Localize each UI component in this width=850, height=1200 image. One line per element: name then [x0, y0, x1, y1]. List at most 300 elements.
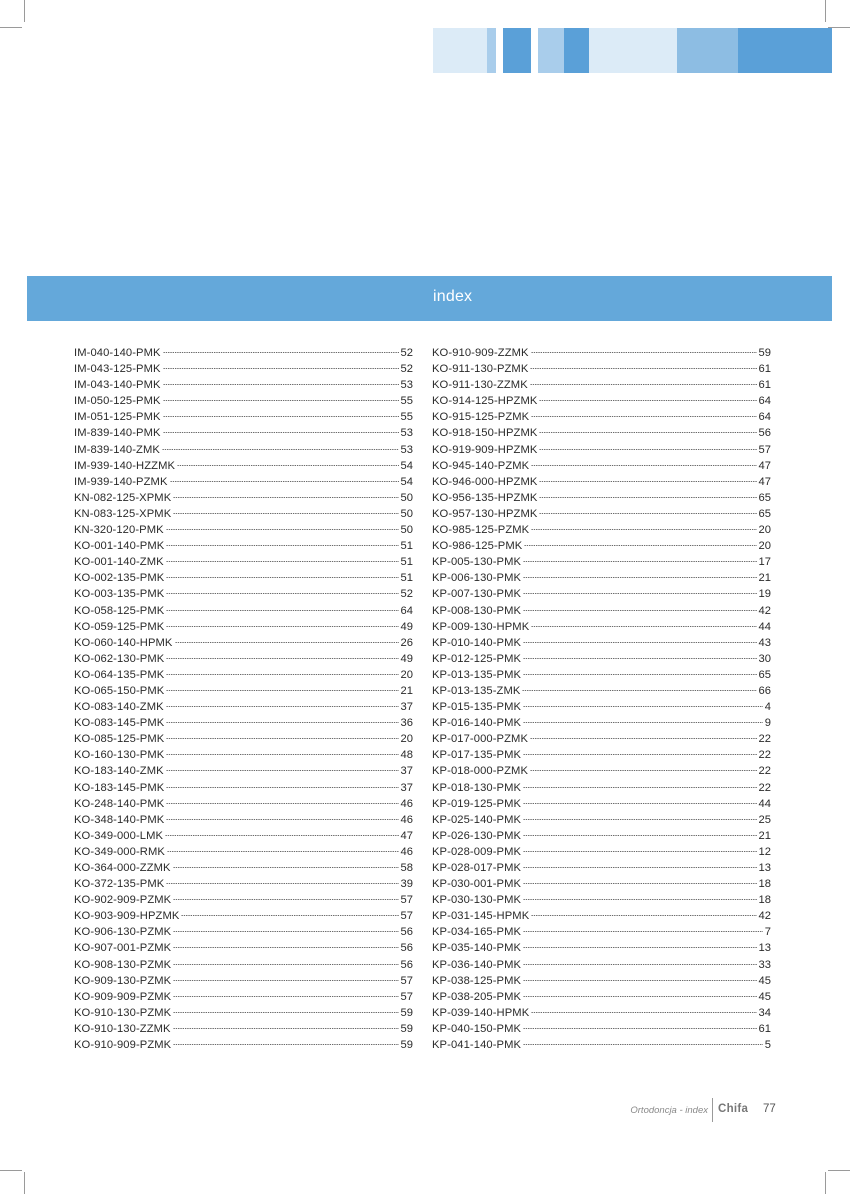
- index-entry: [74, 957, 413, 973]
- dot-leader: [166, 592, 398, 595]
- page-reference: 59: [400, 1006, 413, 1019]
- product-code: KP-005-130-PMK: [432, 556, 522, 569]
- page-reference: 18: [758, 878, 771, 891]
- page-reference: 22: [758, 781, 771, 794]
- page-reference: 64: [758, 395, 771, 408]
- dot-leader: [523, 898, 756, 901]
- index-entry: [432, 635, 771, 651]
- index-entry: [432, 828, 771, 844]
- page-reference: 21: [758, 572, 771, 585]
- index-entry: [432, 892, 771, 908]
- product-code: KP-007-130-PMK: [432, 588, 522, 601]
- page-reference: 61: [758, 363, 771, 376]
- page-reference: 55: [400, 395, 413, 408]
- dot-leader: [173, 979, 398, 982]
- product-code: KP-010-140-PMK: [432, 636, 522, 649]
- page-reference: 44: [758, 797, 771, 810]
- product-code: KP-013-135-PMK: [432, 668, 522, 681]
- dot-leader: [166, 528, 399, 531]
- dot-leader: [173, 496, 398, 499]
- product-code: KO-956-135-HPZMK: [432, 491, 538, 504]
- dot-leader: [173, 995, 398, 998]
- page-reference: 45: [758, 974, 771, 987]
- product-code: KO-348-140-PMK: [74, 813, 165, 826]
- index-entry: [74, 780, 413, 796]
- product-code: KP-040-150-PMK: [432, 1022, 522, 1035]
- product-code: IM-839-140-PMK: [74, 427, 161, 440]
- index-entry: [432, 425, 771, 441]
- dot-leader: [166, 786, 398, 789]
- index-entry: [432, 731, 771, 747]
- product-code: KN-083-125-XPMK: [74, 507, 172, 520]
- index-entry: [432, 1037, 771, 1053]
- page-reference: 44: [758, 620, 771, 633]
- page-reference: 57: [400, 974, 413, 987]
- dot-leader: [175, 641, 399, 644]
- index-entry: [432, 796, 771, 812]
- page-reference: 55: [400, 411, 413, 424]
- product-code: KP-031-145-HPMK: [432, 910, 530, 923]
- dot-leader: [531, 351, 757, 354]
- product-code: KO-065-150-PMK: [74, 684, 165, 697]
- dot-leader: [523, 641, 756, 644]
- product-code: KP-018-130-PMK: [432, 781, 522, 794]
- index-entry: [432, 989, 771, 1005]
- page-reference: 57: [400, 910, 413, 923]
- crop-mark: [828, 1170, 850, 1171]
- index-entry: [432, 876, 771, 892]
- index-entry: [432, 619, 771, 635]
- index-entry: [432, 699, 771, 715]
- dot-leader: [173, 963, 398, 966]
- index-entry: [74, 586, 413, 602]
- page-reference: 54: [400, 475, 413, 488]
- page-reference: 47: [400, 829, 413, 842]
- dot-leader: [173, 1043, 398, 1046]
- product-code: KO-085-125-PMK: [74, 733, 165, 746]
- product-code: KP-017-135-PMK: [432, 749, 522, 762]
- product-code: KO-910-909-PZMK: [74, 1039, 172, 1052]
- page-reference: 65: [758, 507, 771, 520]
- crop-mark: [825, 1172, 826, 1194]
- page-reference: 12: [758, 845, 771, 858]
- dot-leader: [173, 1011, 398, 1014]
- page-reference: 20: [758, 540, 771, 553]
- product-code: KP-041-140-PMK: [432, 1039, 522, 1052]
- page-reference: 13: [758, 942, 771, 955]
- page-reference: 50: [400, 524, 413, 537]
- product-code: IM-050-125-PMK: [74, 395, 161, 408]
- page-reference: 59: [400, 1039, 413, 1052]
- dot-leader: [523, 995, 756, 998]
- color-block: [487, 28, 496, 73]
- product-code: KO-903-909-HPZMK: [74, 910, 180, 923]
- dot-leader: [163, 367, 399, 370]
- dot-leader: [523, 963, 756, 966]
- index-entry: [432, 1005, 771, 1021]
- product-code: KO-183-140-ZMK: [74, 765, 164, 778]
- dot-leader: [173, 946, 398, 949]
- product-code: KO-906-130-PZMK: [74, 926, 172, 939]
- index-entry: [432, 458, 771, 474]
- page-reference: 65: [758, 491, 771, 504]
- dot-leader: [524, 544, 756, 547]
- dot-leader: [531, 415, 756, 418]
- dot-leader: [523, 946, 756, 949]
- index-entry: [74, 1037, 413, 1053]
- dot-leader: [539, 399, 756, 402]
- page-reference: 34: [758, 1006, 771, 1019]
- dot-leader: [166, 769, 399, 772]
- crop-mark: [825, 0, 826, 22]
- product-code: IM-043-125-PMK: [74, 363, 161, 376]
- dot-leader: [523, 753, 756, 756]
- dot-leader: [530, 367, 756, 370]
- index-entry: [432, 940, 771, 956]
- index-column-right: [432, 345, 771, 1053]
- index-entry: [432, 667, 771, 683]
- page-reference: 56: [400, 942, 413, 955]
- index-entry: [74, 699, 413, 715]
- page-reference: 39: [400, 878, 413, 891]
- product-code: KP-036-140-PMK: [432, 958, 522, 971]
- product-code: KO-001-140-PMK: [74, 540, 165, 553]
- product-code: KO-001-140-ZMK: [74, 556, 164, 569]
- index-entry: [432, 586, 771, 602]
- crop-mark: [0, 1170, 22, 1171]
- crop-mark: [0, 27, 22, 28]
- color-block: [677, 28, 738, 73]
- index-entry: [74, 876, 413, 892]
- index-entry: [74, 603, 413, 619]
- page-reference: 53: [400, 427, 413, 440]
- dot-leader: [167, 850, 399, 853]
- dot-leader: [163, 351, 399, 354]
- page-reference: 20: [400, 668, 413, 681]
- index-entry: [74, 442, 413, 458]
- index-entry: [74, 812, 413, 828]
- dot-leader: [166, 609, 398, 612]
- product-code: KP-034-165-PMK: [432, 926, 522, 939]
- page-reference: 26: [400, 636, 413, 649]
- index-entry: [74, 345, 413, 361]
- index-entry: [74, 763, 413, 779]
- index-entry: [432, 780, 771, 796]
- index-entry: [432, 361, 771, 377]
- dot-leader: [522, 689, 756, 692]
- dot-leader: [523, 609, 756, 612]
- page-reference: 18: [758, 894, 771, 907]
- dot-leader: [166, 753, 398, 756]
- dot-leader: [166, 802, 398, 805]
- product-code: KO-002-135-PMK: [74, 572, 165, 585]
- index-entry: [432, 683, 771, 699]
- page-number: 77: [763, 1103, 776, 1115]
- index-entry: [74, 635, 413, 651]
- page-reference: 50: [400, 491, 413, 504]
- index-entry: [74, 522, 413, 538]
- dot-leader: [530, 383, 757, 386]
- dot-leader: [173, 898, 398, 901]
- index-entry: [74, 651, 413, 667]
- product-code: KO-060-140-HPMK: [74, 636, 173, 649]
- dot-leader: [163, 399, 399, 402]
- product-code: KO-083-145-PMK: [74, 717, 165, 730]
- product-code: KO-083-140-ZMK: [74, 701, 164, 714]
- page-reference: 13: [758, 862, 771, 874]
- index-entry: [74, 715, 413, 731]
- product-code: KN-320-120-PMK: [74, 524, 164, 537]
- product-code: KP-038-125-PMK: [432, 974, 522, 987]
- page-reference: 37: [400, 781, 413, 794]
- dot-leader: [523, 1043, 763, 1046]
- dot-leader: [531, 914, 756, 917]
- dot-leader: [531, 464, 756, 467]
- index-entry: [74, 393, 413, 409]
- product-code: IM-040-140-PMK: [74, 347, 161, 359]
- page-reference: 57: [758, 443, 771, 456]
- page-reference: 64: [758, 411, 771, 424]
- dot-leader: [165, 834, 398, 837]
- dot-leader: [523, 705, 763, 708]
- page-reference: 21: [400, 684, 413, 697]
- dot-leader: [523, 930, 763, 933]
- page-reference: 5: [764, 1039, 771, 1052]
- dot-leader: [530, 769, 757, 772]
- product-code: KO-062-130-PMK: [74, 652, 165, 665]
- page-reference: 21: [758, 829, 771, 842]
- page-reference: 42: [758, 910, 771, 923]
- dot-leader: [166, 818, 398, 821]
- page-reference: 48: [400, 749, 413, 762]
- page-reference: 56: [758, 427, 771, 440]
- page-reference: 56: [400, 926, 413, 939]
- product-code: KO-349-000-RMK: [74, 845, 165, 858]
- page-reference: 20: [758, 524, 771, 537]
- product-code: KP-038-205-PMK: [432, 990, 522, 1003]
- product-code: KO-003-135-PMK: [74, 588, 165, 601]
- page-reference: 49: [400, 620, 413, 633]
- product-code: KO-160-130-PMK: [74, 749, 165, 762]
- index-entry: [432, 715, 771, 731]
- product-code: KO-058-125-PMK: [74, 604, 165, 617]
- product-code: KP-012-125-PMK: [432, 652, 522, 665]
- index-entry: [432, 844, 771, 860]
- dot-leader: [523, 818, 756, 821]
- product-code: KN-082-125-XPMK: [74, 491, 172, 504]
- page-reference: 51: [400, 540, 413, 553]
- dot-leader: [163, 383, 399, 386]
- product-code: KP-030-001-PMK: [432, 878, 522, 891]
- dot-leader: [523, 592, 756, 595]
- product-code: KP-035-140-PMK: [432, 942, 522, 955]
- index-entry: [74, 989, 413, 1005]
- product-code: KO-349-000-LMK: [74, 829, 164, 842]
- index-entry: [432, 763, 771, 779]
- page-reference: 33: [758, 958, 771, 971]
- index-entry: [74, 619, 413, 635]
- index-entry: [432, 393, 771, 409]
- product-code: KP-016-140-PMK: [432, 717, 522, 730]
- index-header-band: [27, 276, 832, 321]
- product-code: IM-043-140-PMK: [74, 379, 161, 392]
- index-entry: [74, 361, 413, 377]
- dot-leader: [523, 721, 763, 724]
- dot-leader: [523, 657, 756, 660]
- index-entry: [74, 538, 413, 554]
- index-entry: [74, 908, 413, 924]
- page-reference: 7: [764, 926, 771, 939]
- color-block: [433, 28, 487, 73]
- dot-leader: [523, 786, 756, 789]
- index-entry: [432, 812, 771, 828]
- page-reference: 17: [758, 556, 771, 569]
- index-entry: [432, 377, 771, 393]
- dot-leader: [539, 431, 756, 434]
- page-reference: 25: [758, 813, 771, 826]
- page-reference: 36: [400, 717, 413, 730]
- index-entry: [74, 554, 413, 570]
- index-entry: [74, 844, 413, 860]
- dot-leader: [523, 560, 756, 563]
- index-entry: [432, 442, 771, 458]
- index-entry: [432, 345, 771, 361]
- crop-mark: [24, 1172, 25, 1194]
- index-entry: [74, 458, 413, 474]
- dot-leader: [166, 673, 398, 676]
- index-entry: [74, 1021, 413, 1037]
- index-entry: [74, 924, 413, 940]
- product-code: KO-910-909-ZZMK: [432, 347, 529, 359]
- index-entry: [432, 1021, 771, 1037]
- product-code: KO-183-145-PMK: [74, 781, 165, 794]
- crop-mark: [24, 0, 25, 22]
- index-entry: [74, 474, 413, 490]
- footer-brand: Chifa: [718, 1103, 749, 1115]
- page-footer: [560, 1098, 780, 1122]
- dot-leader: [166, 721, 398, 724]
- color-block: [564, 28, 589, 73]
- product-code: KO-909-909-PZMK: [74, 990, 172, 1003]
- page-reference: 61: [758, 1022, 771, 1035]
- dot-leader: [523, 802, 756, 805]
- page-reference: 58: [400, 862, 413, 874]
- index-entry: [432, 409, 771, 425]
- page-reference: 57: [400, 894, 413, 907]
- product-code: KO-911-130-ZZMK: [432, 379, 528, 392]
- page-reference: 51: [400, 572, 413, 585]
- index-entry: [74, 377, 413, 393]
- index-entry: [74, 860, 413, 876]
- dot-leader: [166, 689, 398, 692]
- dot-leader: [173, 1027, 399, 1030]
- product-code: KP-026-130-PMK: [432, 829, 522, 842]
- product-code: IM-939-140-PZMK: [74, 475, 168, 488]
- index-entry: [74, 570, 413, 586]
- dot-leader: [166, 560, 399, 563]
- index-entry: [432, 924, 771, 940]
- index-entry: [432, 506, 771, 522]
- dot-leader: [523, 576, 756, 579]
- dot-leader: [531, 528, 756, 531]
- product-code: KO-918-150-HPZMK: [432, 427, 538, 440]
- product-code: KO-986-125-PMK: [432, 540, 523, 553]
- product-code: KO-914-125-HPZMK: [432, 395, 538, 408]
- dot-leader: [162, 448, 399, 451]
- product-code: KP-025-140-PMK: [432, 813, 522, 826]
- page-reference: 64: [400, 604, 413, 617]
- product-code: KO-248-140-PMK: [74, 797, 165, 810]
- index-entry: [74, 490, 413, 506]
- footer-document-title: Ortodoncja - index: [630, 1105, 708, 1116]
- page-reference: 9: [764, 717, 771, 730]
- page-reference: 66: [758, 684, 771, 697]
- index-entry: [74, 940, 413, 956]
- dot-leader: [166, 576, 398, 579]
- page-reference: 19: [758, 588, 771, 601]
- index-entry: [74, 683, 413, 699]
- product-code: KO-911-130-PZMK: [432, 363, 529, 376]
- page-reference: 53: [400, 443, 413, 456]
- product-code: KP-019-125-PMK: [432, 797, 522, 810]
- product-code: KP-009-130-HPMK: [432, 620, 530, 633]
- product-code: KO-946-000-HPZMK: [432, 475, 538, 488]
- product-code: KO-910-130-PZMK: [74, 1006, 172, 1019]
- index-column-left: [74, 345, 413, 1053]
- page-title: index: [433, 288, 473, 305]
- page-reference: 22: [758, 765, 771, 778]
- product-code: KP-028-017-PMK: [432, 862, 522, 874]
- page-reference: 22: [758, 749, 771, 762]
- dot-leader: [523, 979, 756, 982]
- index-entry: [432, 860, 771, 876]
- page-reference: 47: [758, 459, 771, 472]
- product-code: KP-017-000-PZMK: [432, 733, 529, 746]
- product-code: KO-919-909-HPZMK: [432, 443, 538, 456]
- page-reference: 37: [400, 765, 413, 778]
- product-code: KO-064-135-PMK: [74, 668, 165, 681]
- dot-leader: [530, 737, 757, 740]
- product-code: KO-915-125-PZMK: [432, 411, 530, 424]
- dot-leader: [531, 625, 756, 628]
- index-entry: [432, 538, 771, 554]
- dot-leader: [173, 930, 398, 933]
- page-reference: 22: [758, 733, 771, 746]
- dot-leader: [166, 705, 399, 708]
- dot-leader: [170, 480, 399, 483]
- page-reference: 46: [400, 797, 413, 810]
- product-code: KP-028-009-PMK: [432, 845, 522, 858]
- dot-leader: [523, 850, 756, 853]
- page-reference: 50: [400, 507, 413, 520]
- page-reference: 59: [400, 1022, 413, 1035]
- footer-divider: [712, 1098, 713, 1122]
- color-block: [738, 28, 832, 73]
- product-code: KO-910-130-ZZMK: [74, 1022, 171, 1035]
- product-code: KO-364-000-ZZMK: [74, 862, 171, 874]
- page-reference: 42: [758, 604, 771, 617]
- product-code: KO-907-001-PZMK: [74, 942, 172, 955]
- page-reference: 61: [758, 379, 771, 392]
- index-entry: [432, 747, 771, 763]
- product-code: IM-939-140-HZZMK: [74, 459, 176, 472]
- index-entry: [432, 973, 771, 989]
- index-entry: [74, 731, 413, 747]
- index-entry: [74, 1005, 413, 1021]
- product-code: KP-039-140-HPMK: [432, 1006, 530, 1019]
- index-entry: [432, 474, 771, 490]
- page-reference: 57: [400, 990, 413, 1003]
